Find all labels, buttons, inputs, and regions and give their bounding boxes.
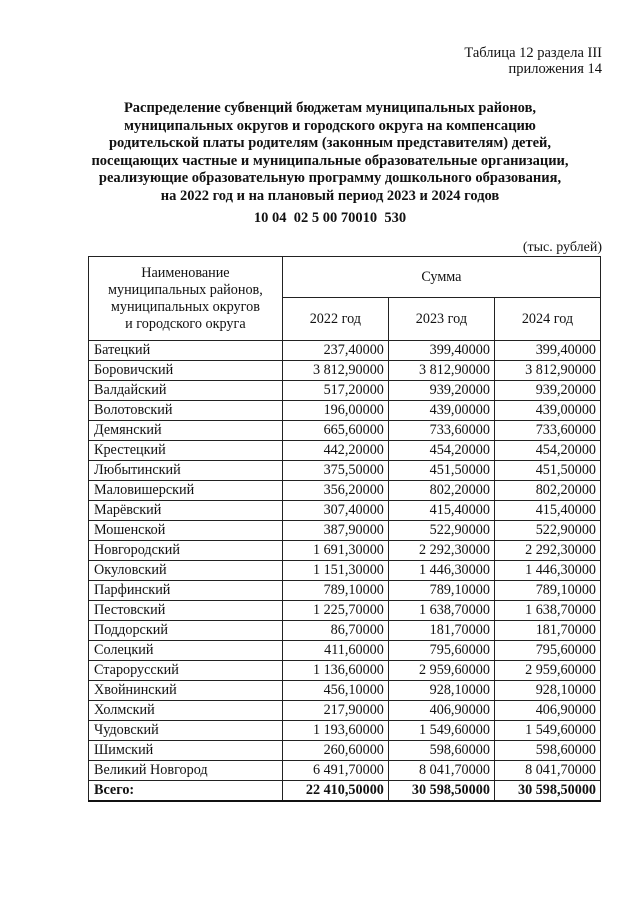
value-2023: 1 549,60000 <box>388 721 494 741</box>
value-2024: 598,60000 <box>494 741 600 761</box>
table-row <box>89 521 601 541</box>
district-name: Солецкий <box>89 641 283 661</box>
table-row <box>89 601 601 621</box>
value-2022: 387,90000 <box>282 521 388 541</box>
value-2024: 522,90000 <box>494 521 600 541</box>
table-row <box>89 441 601 461</box>
value-2022: 260,60000 <box>282 741 388 761</box>
column-header-2022: 2022 год <box>282 298 388 341</box>
column-header-name <box>89 257 283 341</box>
value-2022: 442,20000 <box>282 441 388 461</box>
district-name: Марёвский <box>89 501 283 521</box>
value-2023: 454,20000 <box>388 441 494 461</box>
value-2022: 1 151,30000 <box>282 561 388 581</box>
value-2023: 181,70000 <box>388 621 494 641</box>
table-row <box>89 461 601 481</box>
total-2024: 30 598,50000 <box>494 781 600 802</box>
value-2024: 2 959,60000 <box>494 661 600 681</box>
value-2024: 406,90000 <box>494 701 600 721</box>
table-row <box>89 481 601 501</box>
column-name-line-2: муниципальных районов, <box>108 281 263 298</box>
document-title <box>60 100 600 205</box>
district-name: Валдайский <box>89 381 283 401</box>
value-2024: 439,00000 <box>494 401 600 421</box>
value-2023: 789,10000 <box>388 581 494 601</box>
value-2022: 356,20000 <box>282 481 388 501</box>
value-2024: 399,40000 <box>494 341 600 361</box>
table-row <box>89 721 601 741</box>
table-row <box>89 401 601 421</box>
value-2023: 451,50000 <box>388 461 494 481</box>
value-2022: 217,90000 <box>282 701 388 721</box>
value-2022: 789,10000 <box>282 581 388 601</box>
value-2022: 411,60000 <box>282 641 388 661</box>
subvention-table <box>88 256 601 802</box>
title-line-3: родительской платы родителям (законным представителям) детей, <box>108 135 552 151</box>
district-name: Поддорский <box>89 621 283 641</box>
value-2023: 939,20000 <box>388 381 494 401</box>
table-row <box>89 761 601 781</box>
value-2023: 2 959,60000 <box>388 661 494 681</box>
district-name: Демянский <box>89 421 283 441</box>
value-2022: 237,40000 <box>282 341 388 361</box>
value-2023: 415,40000 <box>388 501 494 521</box>
district-name: Окуловский <box>89 561 283 581</box>
value-2022: 1 136,60000 <box>282 661 388 681</box>
table-row <box>89 341 601 361</box>
value-2022: 517,20000 <box>282 381 388 401</box>
value-2024: 795,60000 <box>494 641 600 661</box>
value-2024: 415,40000 <box>494 501 600 521</box>
title-line-5: реализующие образовательную программу дошкольного образования, <box>98 170 562 186</box>
value-2024: 8 041,70000 <box>494 761 600 781</box>
value-2024: 1 446,30000 <box>494 561 600 581</box>
value-2023: 1 446,30000 <box>388 561 494 581</box>
district-name: Старорусский <box>89 661 283 681</box>
table-row <box>89 561 601 581</box>
column-name-line-4: и городского округа <box>125 315 246 332</box>
value-2024: 454,20000 <box>494 441 600 461</box>
district-name: Мошенской <box>89 521 283 541</box>
value-2022: 86,70000 <box>282 621 388 641</box>
value-2023: 802,20000 <box>388 481 494 501</box>
district-name: Любытинский <box>89 461 283 481</box>
document-reference <box>464 45 602 77</box>
district-name: Холмский <box>89 701 283 721</box>
value-2024: 451,50000 <box>494 461 600 481</box>
table-row <box>89 501 601 521</box>
total-2022: 22 410,50000 <box>282 781 388 802</box>
table-row <box>89 361 601 381</box>
district-name: Волотовский <box>89 401 283 421</box>
table-row <box>89 421 601 441</box>
value-2024: 789,10000 <box>494 581 600 601</box>
district-name: Крестецкий <box>89 441 283 461</box>
reference-line-1: Таблица 12 раздела III <box>464 45 602 61</box>
table-row <box>89 541 601 561</box>
district-name: Новгородский <box>89 541 283 561</box>
value-2023: 598,60000 <box>388 741 494 761</box>
district-name: Великий Новгород <box>89 761 283 781</box>
column-header-2023: 2023 год <box>388 298 494 341</box>
district-name: Батецкий <box>89 341 283 361</box>
value-2024: 802,20000 <box>494 481 600 501</box>
reference-line-2: приложения 14 <box>508 61 602 77</box>
district-name: Чудовский <box>89 721 283 741</box>
value-2024: 1 638,70000 <box>494 601 600 621</box>
district-name: Парфинский <box>89 581 283 601</box>
value-2024: 2 292,30000 <box>494 541 600 561</box>
value-2023: 2 292,30000 <box>388 541 494 561</box>
table-row <box>89 581 601 601</box>
unit-label: (тыс. рублей) <box>522 240 602 255</box>
title-line-6: на 2022 год и на плановый период 2023 и 2024 годов <box>160 187 500 204</box>
district-name: Шимский <box>89 741 283 761</box>
table-row <box>89 701 601 721</box>
value-2022: 196,00000 <box>282 401 388 421</box>
value-2024: 733,60000 <box>494 421 600 441</box>
district-name: Хвойнинский <box>89 681 283 701</box>
column-name-line-1: Наименование <box>141 264 230 281</box>
district-name: Маловишерский <box>89 481 283 501</box>
table-row <box>89 621 601 641</box>
table-row <box>89 381 601 401</box>
value-2024: 1 549,60000 <box>494 721 600 741</box>
value-2022: 1 691,30000 <box>282 541 388 561</box>
value-2023: 8 041,70000 <box>388 761 494 781</box>
value-2022: 665,60000 <box>282 421 388 441</box>
value-2023: 399,40000 <box>388 341 494 361</box>
value-2022: 6 491,70000 <box>282 761 388 781</box>
district-name: Пестовский <box>89 601 283 621</box>
value-2023: 795,60000 <box>388 641 494 661</box>
value-2022: 3 812,90000 <box>282 361 388 381</box>
total-row <box>89 781 601 802</box>
value-2023: 439,00000 <box>388 401 494 421</box>
table-row <box>89 681 601 701</box>
value-2022: 1 193,60000 <box>282 721 388 741</box>
value-2023: 1 638,70000 <box>388 601 494 621</box>
total-2023: 30 598,50000 <box>388 781 494 802</box>
value-2023: 522,90000 <box>388 521 494 541</box>
value-2023: 928,10000 <box>388 681 494 701</box>
title-line-1: Распределение субвенций бюджетам муниципальных районов, <box>123 100 537 116</box>
value-2024: 928,10000 <box>494 681 600 701</box>
value-2022: 307,40000 <box>282 501 388 521</box>
value-2023: 406,90000 <box>388 701 494 721</box>
table-row <box>89 741 601 761</box>
title-line-2: муниципальных округов и городского округа на компенсацию <box>124 117 536 134</box>
district-name: Боровичский <box>89 361 283 381</box>
value-2024: 181,70000 <box>494 621 600 641</box>
column-name-line-3: муниципальных округов <box>110 298 260 315</box>
value-2024: 3 812,90000 <box>494 361 600 381</box>
value-2022: 1 225,70000 <box>282 601 388 621</box>
value-2024: 939,20000 <box>494 381 600 401</box>
value-2022: 375,50000 <box>282 461 388 481</box>
column-header-sum: Сумма <box>282 257 600 298</box>
value-2023: 3 812,90000 <box>388 361 494 381</box>
budget-code: 10 04 02 5 00 70010 530 <box>253 210 407 226</box>
column-header-2024: 2024 год <box>494 298 600 341</box>
table-row <box>89 661 601 681</box>
total-label: Всего: <box>89 781 283 802</box>
value-2022: 456,10000 <box>282 681 388 701</box>
table-row <box>89 641 601 661</box>
value-2023: 733,60000 <box>388 421 494 441</box>
title-line-4: посещающих частные и муниципальные образовательные организации, <box>91 152 569 169</box>
